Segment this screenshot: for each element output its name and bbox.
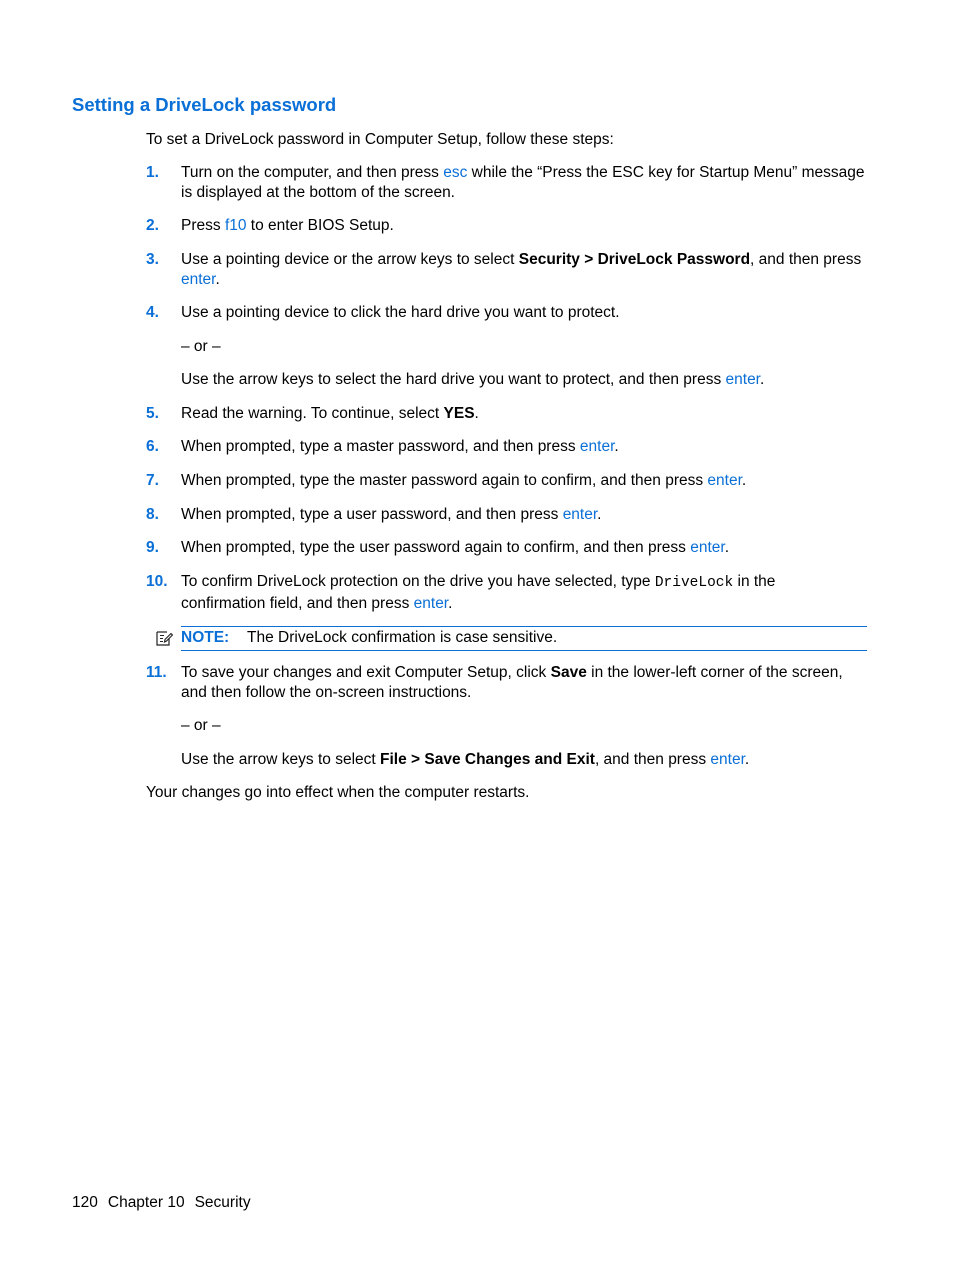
menu-path: Security > DriveLock Password	[518, 251, 751, 268]
step-number: 5.	[146, 405, 159, 422]
step-text: When prompted, type a master password, and then press enter.	[181, 438, 619, 455]
step-6	[146, 437, 868, 457]
key-enter: enter	[690, 539, 725, 556]
step-8	[146, 505, 868, 525]
key-enter: enter	[710, 751, 745, 768]
note-box	[181, 626, 867, 651]
step-11	[146, 663, 868, 702]
key-f10: f10	[224, 217, 247, 234]
step-text: When prompted, type a user password, and then press enter.	[181, 506, 602, 523]
option-yes: YES	[443, 405, 475, 422]
section-heading: Setting a DriveLock password	[72, 94, 337, 115]
step-text: Turn on the computer, and then press esc while the “Press the ESC key for Startup Menu” message is displayed at the bottom of the screen.	[181, 164, 865, 201]
step-4	[146, 303, 868, 323]
or-separator: – or –	[181, 338, 221, 355]
key-enter: enter	[707, 472, 742, 489]
note-label: NOTE:	[181, 629, 230, 646]
step-10	[146, 572, 806, 613]
key-enter: enter	[413, 594, 449, 612]
step-5	[146, 404, 868, 424]
step-text: Read the warning. To continue, select YES.	[181, 405, 479, 422]
menu-path: File > Save Changes and Exit	[380, 751, 595, 768]
step-text: Use a pointing device to click the hard drive you want to protect.	[181, 304, 620, 321]
key-esc: esc	[443, 164, 468, 181]
step-number: 9.	[146, 539, 159, 556]
note-text: The DriveLock confirmation is case sensitive.	[247, 629, 558, 646]
page-footer	[72, 1193, 261, 1212]
step-text: To confirm DriveLock protection on the drive you have selected, type DriveLock in the confirmation field, and then press enter.	[181, 573, 776, 612]
button-save-ref: Save	[550, 664, 587, 681]
step-number: 4.	[146, 304, 159, 321]
step-2	[146, 216, 868, 236]
section-label: Security	[194, 1194, 251, 1211]
key-enter: enter	[181, 270, 216, 288]
step-text: To save your changes and exit Computer Setup, click Save in the lower-left corner of the screen, and then follow the on-screen instructions.	[181, 664, 843, 701]
code-drivelock: DriveLock	[654, 575, 734, 591]
key-enter: enter	[725, 371, 760, 388]
step-3	[146, 250, 868, 289]
step-number: 6.	[146, 438, 159, 455]
step-text: Press f10 to enter BIOS Setup.	[181, 217, 394, 234]
step-number: 8.	[146, 506, 159, 523]
key-enter: enter	[562, 506, 598, 523]
or-separator: – or –	[181, 717, 221, 734]
step-7	[146, 471, 868, 491]
step-number: 1.	[146, 164, 159, 181]
step-number: 7.	[146, 472, 159, 489]
step-1	[146, 163, 868, 202]
intro-paragraph: To set a DriveLock password in Computer Setup, follow these steps:	[146, 131, 614, 148]
step-number: 11.	[146, 664, 167, 681]
closing-paragraph: Your changes go into effect when the computer restarts.	[146, 784, 530, 801]
step-9	[146, 538, 868, 558]
chapter-label: Chapter 10	[107, 1194, 185, 1211]
key-enter: enter	[579, 438, 615, 455]
step-text: When prompted, type the user password again to confirm, and then press enter.	[181, 539, 729, 556]
step-text: Use a pointing device or the arrow keys to select Security > DriveLock Password, and then press enter.	[181, 251, 862, 288]
step-number: 3.	[146, 251, 159, 268]
step-number: 2.	[146, 217, 159, 234]
note-pencil-icon	[155, 629, 173, 647]
step-4-alternative: Use the arrow keys to select the hard drive you want to protect, and then press enter.	[181, 371, 765, 388]
step-11-alternative: Use the arrow keys to select File > Save Changes and Exit, and then press enter.	[181, 751, 750, 768]
step-text: When prompted, type the master password again to confirm, and then press enter.	[181, 472, 747, 489]
step-number: 10.	[146, 573, 168, 590]
page-number: 120	[72, 1194, 98, 1211]
